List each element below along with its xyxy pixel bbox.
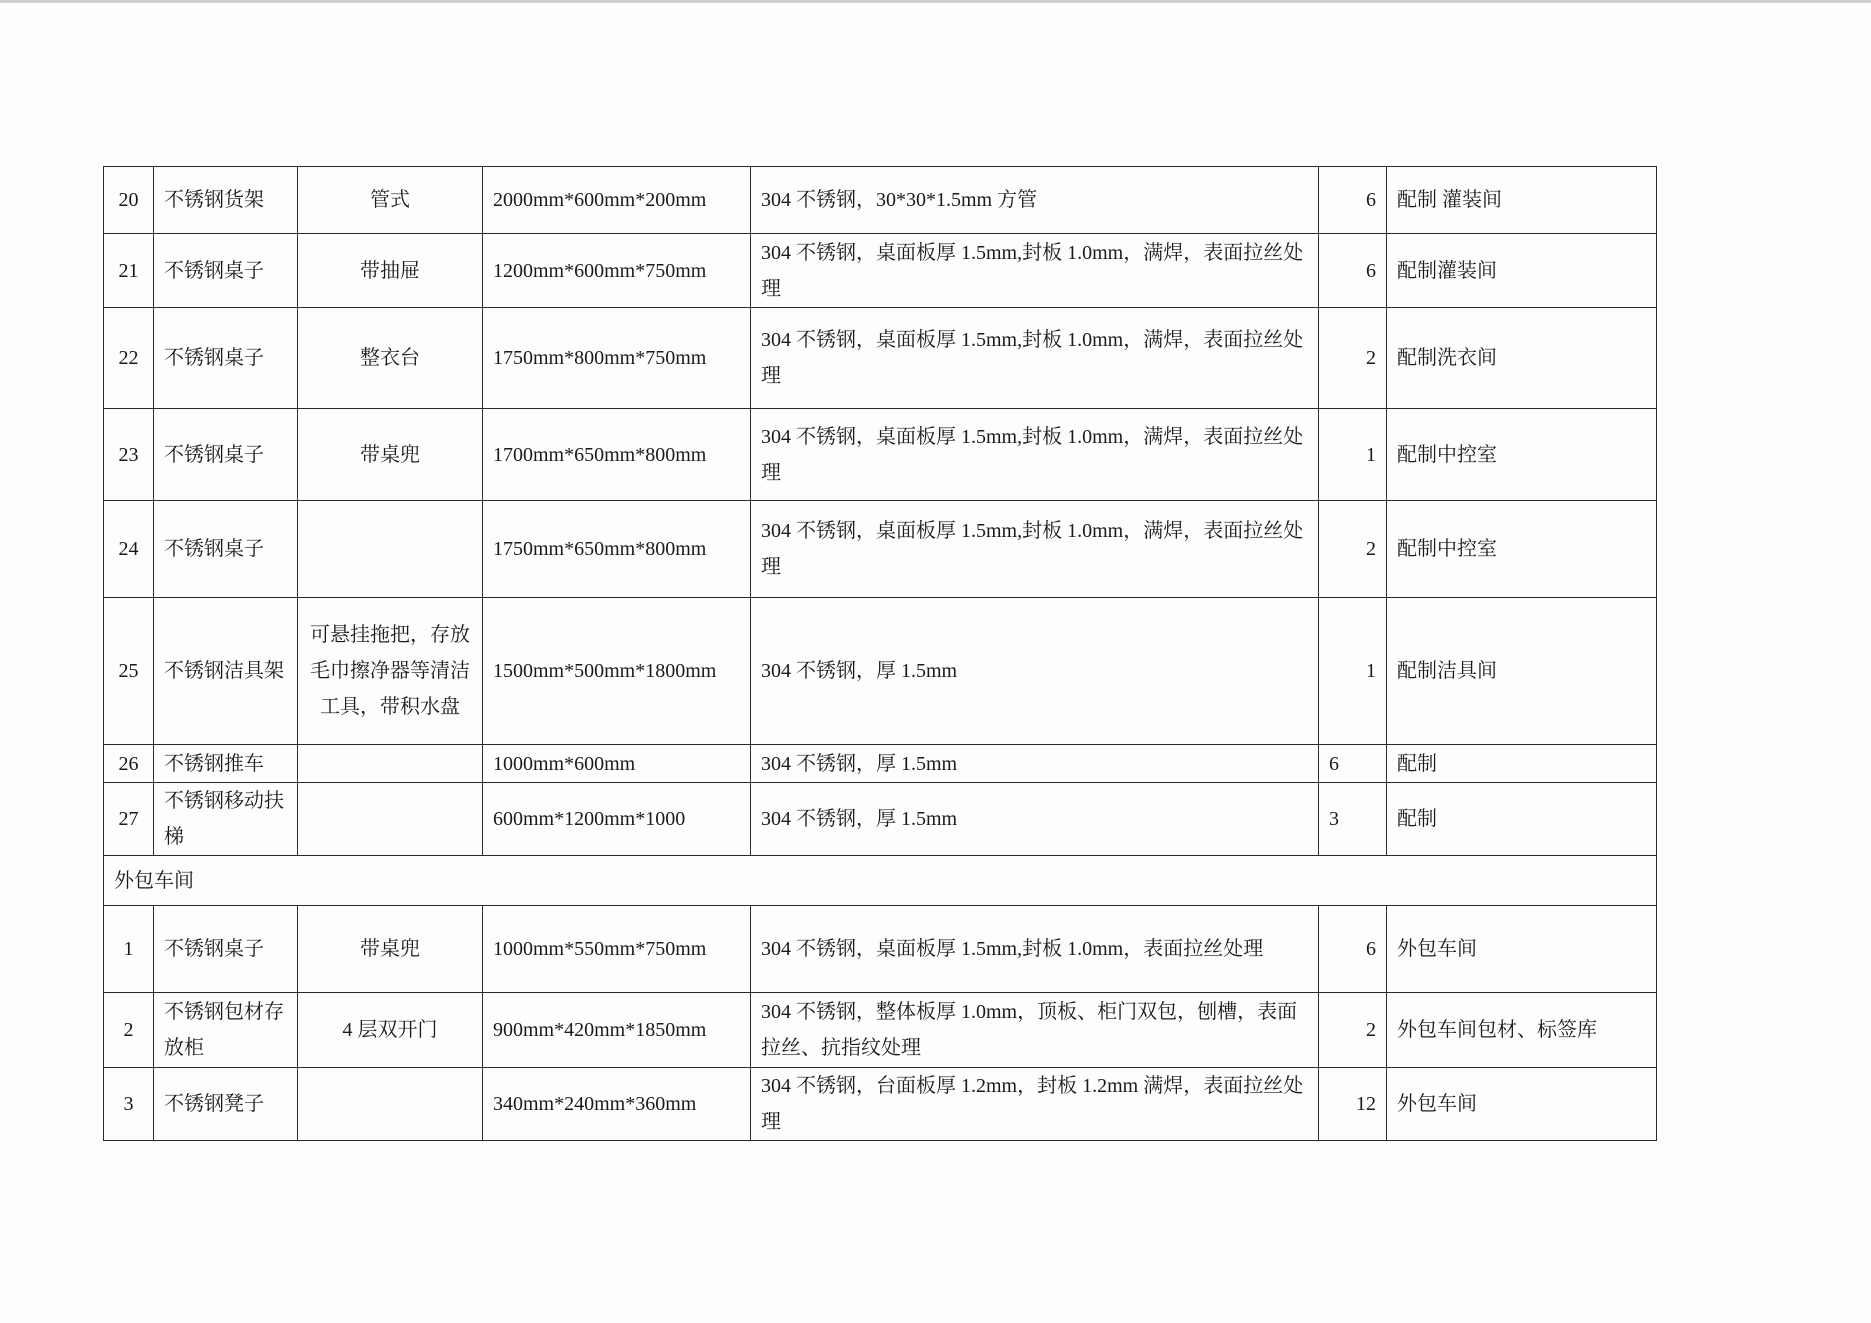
table-row (104, 501, 1657, 598)
item-type (298, 501, 483, 598)
table-row (104, 1068, 1657, 1141)
table-row (104, 409, 1657, 501)
item-name: 不锈钢移动扶梯 (154, 783, 298, 856)
row-number: 23 (104, 409, 154, 501)
item-location: 配制 灌装间 (1387, 167, 1657, 234)
item-size: 1700mm*650mm*800mm (483, 409, 751, 501)
item-spec: 304 不锈钢，厚 1.5mm (751, 783, 1319, 856)
item-quantity: 2 (1319, 308, 1387, 409)
item-size: 1750mm*650mm*800mm (483, 501, 751, 598)
item-name: 不锈钢桌子 (154, 308, 298, 409)
item-type (298, 783, 483, 856)
item-type: 可悬挂拖把，存放毛巾擦净器等清洁工具，带积水盘 (298, 598, 483, 745)
item-size: 1200mm*600mm*750mm (483, 234, 751, 308)
row-number: 20 (104, 167, 154, 234)
table-row (104, 308, 1657, 409)
item-name: 不锈钢桌子 (154, 234, 298, 308)
item-size: 340mm*240mm*360mm (483, 1068, 751, 1141)
item-quantity: 2 (1319, 993, 1387, 1068)
table-row (104, 234, 1657, 308)
item-size: 1000mm*550mm*750mm (483, 906, 751, 993)
table-row (104, 906, 1657, 993)
row-number: 27 (104, 783, 154, 856)
section-title: 外包车间 (104, 856, 1657, 906)
item-name: 不锈钢包材存放柜 (154, 993, 298, 1068)
item-spec: 304 不锈钢，整体板厚 1.0mm，顶板、柜门双包，刨槽，表面拉丝、抗指纹处理 (751, 993, 1319, 1068)
table-row (104, 745, 1657, 783)
item-location: 配制洗衣间 (1387, 308, 1657, 409)
item-name: 不锈钢洁具架 (154, 598, 298, 745)
item-type: 整衣台 (298, 308, 483, 409)
item-location: 外包车间 (1387, 906, 1657, 993)
item-size: 900mm*420mm*1850mm (483, 993, 751, 1068)
table-row (104, 167, 1657, 234)
item-spec: 304 不锈钢，桌面板厚 1.5mm,封板 1.0mm，满焊，表面拉丝处理 (751, 308, 1319, 409)
table-row (104, 598, 1657, 745)
item-size: 1000mm*600mm (483, 745, 751, 783)
item-quantity: 6 (1319, 906, 1387, 993)
row-number: 24 (104, 501, 154, 598)
item-quantity: 1 (1319, 598, 1387, 745)
item-name: 不锈钢桌子 (154, 501, 298, 598)
item-size: 2000mm*600mm*200mm (483, 167, 751, 234)
item-location: 配制 (1387, 783, 1657, 856)
item-spec: 304 不锈钢，30*30*1.5mm 方管 (751, 167, 1319, 234)
item-quantity: 6 (1319, 234, 1387, 308)
item-spec: 304 不锈钢，桌面板厚 1.5mm,封板 1.0mm，表面拉丝处理 (751, 906, 1319, 993)
item-quantity: 3 (1319, 783, 1387, 856)
item-spec: 304 不锈钢，厚 1.5mm (751, 598, 1319, 745)
item-quantity: 6 (1319, 745, 1387, 783)
row-number: 3 (104, 1068, 154, 1141)
item-type: 带桌兜 (298, 409, 483, 501)
item-location: 外包车间 (1387, 1068, 1657, 1141)
equipment-table (103, 166, 1657, 1141)
row-number: 2 (104, 993, 154, 1068)
row-number: 21 (104, 234, 154, 308)
item-quantity: 2 (1319, 501, 1387, 598)
row-number: 26 (104, 745, 154, 783)
item-location: 配制中控室 (1387, 501, 1657, 598)
item-quantity: 12 (1319, 1068, 1387, 1141)
item-type: 管式 (298, 167, 483, 234)
item-spec: 304 不锈钢，台面板厚 1.2mm，封板 1.2mm 满焊，表面拉丝处理 (751, 1068, 1319, 1141)
item-type: 带抽屉 (298, 234, 483, 308)
table-row (104, 783, 1657, 856)
item-location: 配制灌装间 (1387, 234, 1657, 308)
item-quantity: 6 (1319, 167, 1387, 234)
item-type (298, 1068, 483, 1141)
item-location: 配制洁具间 (1387, 598, 1657, 745)
item-name: 不锈钢凳子 (154, 1068, 298, 1141)
item-name: 不锈钢货架 (154, 167, 298, 234)
item-type: 带桌兜 (298, 906, 483, 993)
item-name: 不锈钢桌子 (154, 906, 298, 993)
item-spec: 304 不锈钢，桌面板厚 1.5mm,封板 1.0mm，满焊，表面拉丝处理 (751, 409, 1319, 501)
item-spec: 304 不锈钢，桌面板厚 1.5mm,封板 1.0mm，满焊，表面拉丝处理 (751, 234, 1319, 308)
row-number: 1 (104, 906, 154, 993)
item-quantity: 1 (1319, 409, 1387, 501)
scan-edge (0, 0, 1871, 3)
row-number: 22 (104, 308, 154, 409)
item-location: 配制 (1387, 745, 1657, 783)
item-location: 外包车间包材、标签库 (1387, 993, 1657, 1068)
item-name: 不锈钢推车 (154, 745, 298, 783)
item-size: 1750mm*800mm*750mm (483, 308, 751, 409)
item-location: 配制中控室 (1387, 409, 1657, 501)
table-row (104, 993, 1657, 1068)
item-size: 600mm*1200mm*1000 (483, 783, 751, 856)
item-spec: 304 不锈钢，桌面板厚 1.5mm,封板 1.0mm，满焊，表面拉丝处理 (751, 501, 1319, 598)
item-type (298, 745, 483, 783)
row-number: 25 (104, 598, 154, 745)
item-type: 4 层双开门 (298, 993, 483, 1068)
item-name: 不锈钢桌子 (154, 409, 298, 501)
item-size: 1500mm*500mm*1800mm (483, 598, 751, 745)
item-spec: 304 不锈钢，厚 1.5mm (751, 745, 1319, 783)
section-row (104, 856, 1657, 906)
